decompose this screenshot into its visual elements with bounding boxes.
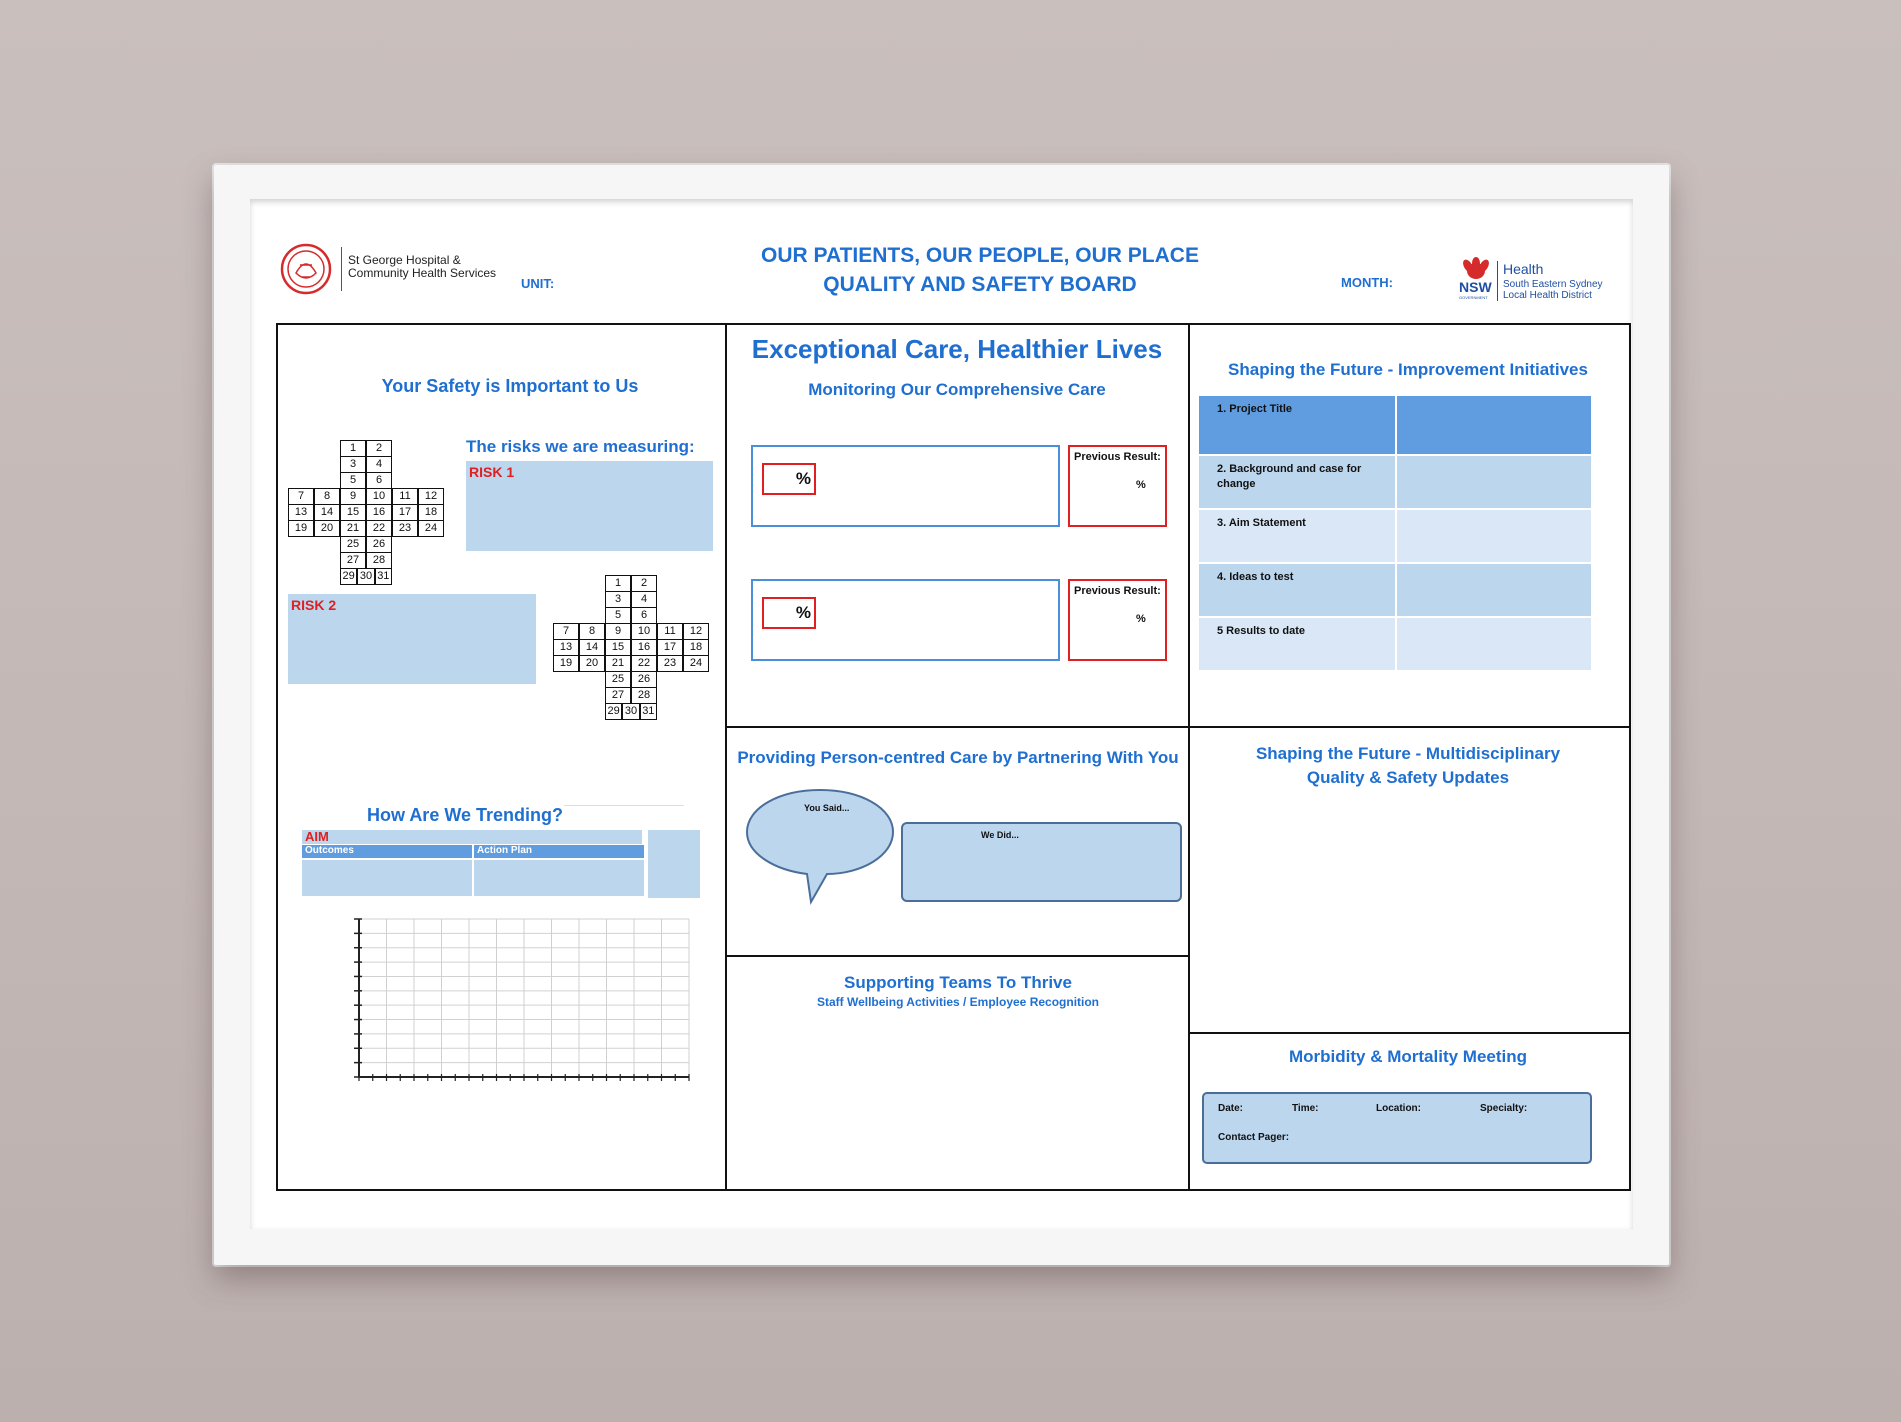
improvement-row-5-value-cell[interactable]	[1397, 618, 1591, 670]
grid-row-line-right-2	[1188, 1032, 1629, 1034]
improvement-row-5	[1199, 618, 1591, 670]
you-said-label: You Said...	[804, 803, 850, 813]
multidisciplinary-title-line-2: Quality & Safety Updates	[1306, 768, 1510, 787]
improvement-row-5-label: 5 Results to date	[1217, 625, 1306, 637]
quality-safety-board	[250, 199, 1633, 1229]
calendar-day-cell[interactable]: 30	[622, 703, 639, 720]
calendar-day-cell[interactable]: 9	[605, 623, 631, 640]
calendar-day-cell[interactable]: 13	[288, 504, 314, 521]
improvement-row-3-value-cell[interactable]	[1397, 510, 1591, 562]
aim-bar	[302, 830, 642, 844]
previous-result-label-2: Previous Result:	[1074, 585, 1161, 597]
calendar-day-cell[interactable]: 24	[683, 655, 709, 672]
calendar-day-cell[interactable]: 4	[631, 591, 657, 608]
calendar-day-cell[interactable]: 16	[631, 639, 657, 656]
grid-row-line-right-1	[1188, 726, 1629, 728]
calendar-day-cell[interactable]: 7	[553, 623, 579, 640]
calendar-day-cell[interactable]: 17	[392, 504, 418, 521]
calendar-day-cell[interactable]: 28	[366, 552, 392, 569]
calendar-day-cell[interactable]: 1	[605, 575, 631, 592]
risk-2-box[interactable]	[288, 594, 536, 684]
hospital-seal-icon	[280, 243, 332, 295]
improvement-row-1-label-cell	[1199, 396, 1395, 454]
calendar-day-cell[interactable]: 25	[340, 536, 366, 553]
trend-graph-grid	[349, 914, 693, 1084]
teams-title: Supporting Teams To Thrive	[844, 973, 1072, 992]
district-line-1: South Eastern Sydney	[1503, 279, 1603, 290]
mm-meeting-title: Morbidity & Mortality Meeting	[1289, 1047, 1527, 1066]
improvement-row-2-value-cell[interactable]	[1397, 456, 1591, 508]
improvement-row-1-label: 1. Project Title	[1217, 403, 1292, 415]
risk-2-label: RISK 2	[291, 597, 337, 613]
calendar-day-cell[interactable]: 12	[683, 623, 709, 640]
calendar-day-cell[interactable]: 31	[640, 703, 657, 720]
district-line-2: Local Health District	[1503, 290, 1592, 301]
calendar-day-cell[interactable]: 29	[340, 568, 357, 585]
improvement-row-2-label: 2. Background and case for change	[1217, 463, 1362, 490]
calendar-day-cell[interactable]: 16	[366, 504, 392, 521]
risk-1-box[interactable]	[466, 461, 713, 551]
teams-subtitle: Staff Wellbeing Activities / Employee Recognition	[816, 995, 1100, 1009]
grid-row-line-center-1	[725, 726, 1190, 728]
calendar-day-cell[interactable]: 13	[553, 639, 579, 656]
nsw-waratah-icon	[1459, 257, 1493, 281]
calendar-day-cell[interactable]: 3	[605, 591, 631, 608]
trending-title-underline	[564, 805, 684, 806]
board-title-line-1: OUR PATIENTS, OUR PEOPLE, OUR PLACE	[761, 244, 1199, 267]
calendar-day-cell[interactable]: 3	[340, 456, 366, 473]
improvement-row-3-label-cell	[1199, 510, 1395, 562]
mm-location-label: Location:	[1376, 1103, 1421, 1114]
safety-title: Your Safety is Important to Us	[381, 376, 639, 396]
trending-title: How Are We Trending?	[366, 805, 563, 825]
calendar-day-cell[interactable]: 8	[579, 623, 605, 640]
calendar-day-cell[interactable]: 25	[605, 671, 631, 688]
improvement-row-4-value-cell[interactable]	[1397, 564, 1591, 616]
calendar-day-cell[interactable]: 10	[366, 488, 392, 505]
calendar-day-cell[interactable]: 27	[340, 552, 366, 569]
action-plan-cell[interactable]	[474, 860, 644, 896]
calendar-day-cell[interactable]: 15	[605, 639, 631, 656]
calendar-day-cell[interactable]: 2	[631, 575, 657, 592]
calendar-day-cell[interactable]: 11	[657, 623, 683, 640]
calendar-day-cell[interactable]: 21	[340, 520, 366, 537]
picture-frame	[214, 165, 1669, 1265]
calendar-day-cell[interactable]: 22	[631, 655, 657, 672]
unit-label: UNIT:	[521, 276, 555, 291]
calendar-day-cell[interactable]: 29	[605, 703, 622, 720]
calendar-day-cell[interactable]: 18	[418, 504, 444, 521]
calendar-day-cell[interactable]: 5	[605, 607, 631, 624]
mm-specialty-label: Specialty:	[1480, 1103, 1528, 1114]
action-plan-label: Action Plan	[477, 845, 533, 856]
grid-col-line-1	[725, 323, 727, 1191]
calendar-day-cell[interactable]: 23	[392, 520, 418, 537]
org-name	[348, 254, 496, 280]
calendar-day-cell[interactable]: 11	[392, 488, 418, 505]
previous-result-box-1[interactable]	[1068, 445, 1167, 527]
aim-label: AIM	[305, 829, 329, 844]
improvement-title: Shaping the Future - Improvement Initiatives	[1228, 360, 1588, 379]
improvement-row-2	[1199, 456, 1591, 508]
calendar-day-cell[interactable]: 31	[375, 568, 392, 585]
care-title: Exceptional Care, Healthier Lives	[751, 334, 1163, 364]
action-plan-header	[474, 845, 644, 858]
grid-row-line-center-2	[725, 955, 1190, 957]
calendar-day-cell[interactable]: 28	[631, 687, 657, 704]
improvement-row-4-label-cell	[1199, 564, 1395, 616]
calendar-day-cell[interactable]: 19	[288, 520, 314, 537]
percent-box-2[interactable]	[762, 597, 816, 629]
board-title-line-2: QUALITY AND SAFETY BOARD	[823, 273, 1137, 296]
calendar-day-cell[interactable]: 5	[340, 472, 366, 489]
we-did-box[interactable]	[901, 822, 1182, 902]
outcomes-label: Outcomes	[305, 845, 354, 856]
calendar-day-cell[interactable]: 17	[657, 639, 683, 656]
org-line-1: St George Hospital &	[348, 253, 461, 267]
improvement-row-2-label-cell	[1199, 456, 1395, 508]
district-name	[1503, 279, 1603, 301]
calendar-day-cell[interactable]: 1	[340, 440, 366, 457]
calendar-day-cell[interactable]: 22	[366, 520, 392, 537]
multidisciplinary-title-line-1: Shaping the Future - Multidisciplinary	[1255, 744, 1561, 763]
mm-contact-pager-label: Contact Pager:	[1218, 1132, 1290, 1143]
improvement-row-5-label-cell	[1199, 618, 1395, 670]
calendar-day-cell[interactable]: 23	[657, 655, 683, 672]
org-line-2: Community Health Services	[348, 266, 497, 280]
logo-divider	[1497, 261, 1498, 301]
calendar-day-cell[interactable]: 9	[340, 488, 366, 505]
mm-meeting-details-box[interactable]	[1202, 1092, 1592, 1164]
calendar-day-cell[interactable]: 18	[683, 639, 709, 656]
calendar-day-cell[interactable]: 27	[605, 687, 631, 704]
calendar-day-cell[interactable]: 20	[314, 520, 340, 537]
risks-label: The risks we are measuring:	[466, 437, 695, 456]
outcomes-cell[interactable]	[302, 860, 472, 896]
trend-side-box[interactable]	[648, 830, 700, 898]
calendar-day-cell[interactable]: 21	[605, 655, 631, 672]
health-label: Health	[1503, 261, 1544, 277]
calendar-day-cell[interactable]: 2	[366, 440, 392, 457]
improvement-row-1-value-cell[interactable]	[1397, 396, 1591, 454]
previous-result-label-1: Previous Result:	[1074, 451, 1161, 463]
calendar-day-cell[interactable]: 6	[631, 607, 657, 624]
improvement-row-1	[1199, 396, 1591, 454]
risk-1-label: RISK 1	[469, 464, 515, 480]
calendar-day-cell[interactable]: 15	[340, 504, 366, 521]
calendar-day-cell[interactable]: 26	[631, 671, 657, 688]
improvement-row-4-label: 4. Ideas to test	[1217, 571, 1294, 583]
calendar-day-cell[interactable]: 8	[314, 488, 340, 505]
percent-2: %	[795, 603, 811, 622]
person-centred-title: Providing Person-centred Care by Partnering With You	[737, 748, 1179, 767]
nsw-label: NSW	[1459, 279, 1492, 295]
outcomes-header	[302, 845, 472, 858]
calendar-day-cell[interactable]: 14	[579, 639, 605, 656]
percent-1: %	[795, 469, 811, 488]
calendar-day-cell[interactable]: 20	[579, 655, 605, 672]
calendar-day-cell[interactable]: 7	[288, 488, 314, 505]
calendar-day-cell[interactable]: 14	[314, 504, 340, 521]
calendar-day-cell[interactable]: 26	[366, 536, 392, 553]
header-divider	[341, 247, 342, 291]
calendar-day-cell[interactable]: 24	[418, 520, 444, 537]
calendar-day-cell[interactable]: 19	[553, 655, 579, 672]
nsw-sub-label: GOVERNMENT	[1459, 295, 1488, 300]
previous-result-value-2: %	[1136, 613, 1146, 625]
we-did-label: We Did...	[981, 830, 1019, 840]
care-subtitle: Monitoring Our Comprehensive Care	[808, 380, 1106, 399]
calendar-day-cell[interactable]: 12	[418, 488, 444, 505]
improvement-row-4	[1199, 564, 1591, 616]
previous-result-value-1: %	[1136, 479, 1146, 491]
calendar-day-cell[interactable]: 4	[366, 456, 392, 473]
calendar-day-cell[interactable]: 10	[631, 623, 657, 640]
previous-result-box-2[interactable]	[1068, 579, 1167, 661]
improvement-row-3-label: 3. Aim Statement	[1217, 517, 1306, 529]
improvement-row-3	[1199, 510, 1591, 562]
month-label: MONTH:	[1341, 275, 1393, 290]
calendar-day-cell[interactable]: 30	[357, 568, 374, 585]
calendar-day-cell[interactable]: 6	[366, 472, 392, 489]
percent-box-1[interactable]	[762, 463, 816, 495]
mm-time-label: Time:	[1292, 1103, 1319, 1114]
mm-date-label: Date:	[1218, 1103, 1244, 1114]
